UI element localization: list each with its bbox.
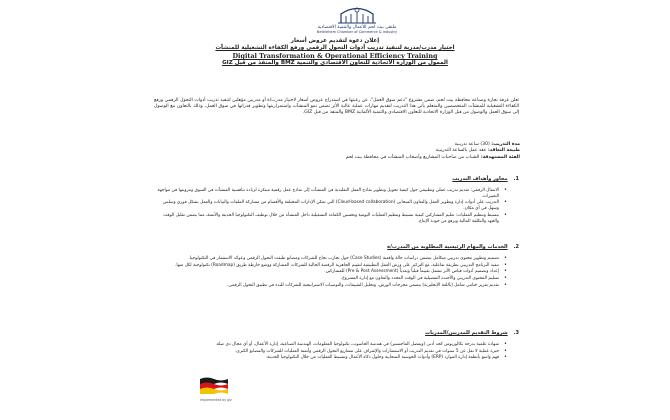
section-3-list	[154, 342, 509, 362]
intro-paragraph: تعلن غرفة تجارة وصناعة محافظة بيت لحم، ضمن مشروع "دعم سوق العمل"، عن رغبتها في استدراج عروض أسعار لاختيار مدرب/ة أو مدربين مؤهلين لتنفيذ تدريب أدوات التحول الرقمي ورفع الكفاءة التشغيلية للمنشآت المتخصصين والمتعلم بأني هذا التدريب لتقديم مهارات عملية عالية الأثر تضمن نمو المنشآت واستمراريتها وتطوير قدراتها في سوق العمل، وذلك بالتعاون مع الوصول إلى سوق العمل والوصول من قبل الوزارة الاتحادية للتعاون الاقتصادي والتنمية الألمانية BMZ والمنفذ من قبل GIZ.	[154, 98, 519, 116]
list-item: • تبسيط وتنظيم العمليات: تعليم المشاركين كيفية تبسيط وتنظيم العمليات اليومية وتحسين الكفاءة التشغيلية داخل المنشأة من خلال توظيف التكنولوجيا الحديثة والأتمتة، مما يضمن تقليل الوقت والجهد والتكلفة المالية ويرفع من جودة الإنتاج.	[154, 213, 499, 224]
title-trainer-selection: اختيار مدرب/مدربة لتنفيذ تدريب أدوات التحول الرقمي ورفع الكفاءة التشغيلية للمنشآت	[215, 45, 455, 51]
section-1-list	[154, 188, 509, 225]
list-item: • تقديم تقرير ختامي شامل (باللغة الإنجليزية) يتضمن مخرجات الورش، وتحليل التقييمات، والتوصيات الاستراتيجية للشركات للبدء في تطبيق التحول الرقمي.	[154, 283, 499, 289]
list-item: • شهادة علمية بدرجة بكالوريوس كحد أدنى (ويفضل الماجستير) في هندسة الحاسوب، تكنولوجيا المعلومات، الهندسة الصناعية، إدارة الأعمال، أو أي مجال ذي صلة.	[154, 342, 499, 348]
title-call-for-quotes: إعلان دعوة لتقديم عروض أسعار	[290, 38, 380, 44]
title-english: Digital Transformation & Operational Efficiency Training	[232, 52, 438, 60]
logo-english-name: Bethlehem Chamber of Commerce & Industry	[316, 30, 398, 34]
section-3-heading: 3.شروط التقديم للمدربين/المدربات	[425, 330, 519, 336]
giz-caption: Implemented by giz	[200, 398, 232, 402]
chamber-logo	[312, 5, 402, 34]
meta-duration: مدة التدريب: (30) ساعة تدريبية	[454, 142, 520, 147]
meta-target: الفئة المستهدفة: الشباب من صاحبات المشاريع وأصحاب المنشآت في محافظة بيت لحم	[345, 154, 520, 160]
section-2-list	[154, 256, 509, 290]
chamber-emblem-icon	[334, 5, 380, 25]
funder-logos	[200, 376, 242, 408]
training-meta	[320, 142, 520, 161]
section-2-heading: 2.الخدمات والمهام الرئيسية المطلوبة من المدرب/ة	[387, 244, 519, 250]
list-item: • الانتقال الرقمي: تقديم تدريب عملي وتطبيقي حول كيفية تحويل وتطوير نماذج العمل التقليدية في المنشآت إلى نماذج عمل رقمية مبتكرة لزيادة تنافسية المنشآت في السوق ومرونتها في مواجهة التغييرات.	[154, 188, 499, 199]
meta-contract: طبيعة التعاقد: عقد عمل بالساعة التدريبية	[435, 148, 520, 154]
list-item: • تصميم وتطوير محتوى تدريبي متكامل يتضمن دراسات حالة واقعية (Case Studies) حول تجارب نجاح للشركات ومصانع طبقت التحول الرقمي وعوائد الاستثمار في التكنولوجيا.	[154, 256, 499, 262]
list-item: • خبرة عملية لا تقل عن 5 سنوات في تقديم التدريب أو الاستشارات والإشراف على مشاريع التحول الرقمي وأتمتة العمليات للشركات والمصانع الكبرى.	[154, 349, 499, 355]
list-item: • التدريب على أدوات إدارة وتطوير العمل والتعاون السحابي (Cloud-based collaboration) التي تمكن الإدارات المختلفة والأقسام من مشاركة الملفات والبيانات والعمل بشكل فوري وسلس وسهل في أي مكان.	[154, 200, 499, 211]
list-item: • فهم واسع بأنظمة إدارة الموارد (ERP) وأدوات الحوسبة السحابية وحلول ذكاء الأعمال وتبسيط العمليات من خلال التكنولوجيا الحديثة.	[154, 355, 499, 361]
german-flag-icon	[200, 376, 228, 394]
logo-arabic-name: ملتقى بيت لحم للأعمال والتنمية الاقتصادية	[317, 25, 397, 30]
title-funding: الممول من الوزارة الاتحادية للتعاون الاقتصادي والتنمية BMZ والمنفذ من قبل GIZ	[222, 60, 448, 66]
section-1-heading: 1.محاور وأهداف التدريب	[452, 176, 519, 182]
announcement-titles	[190, 38, 480, 67]
list-item: • إعداد وتصميم أدوات قياس الأثر تشمل تقييماً قبلياً وبعدياً (Pre & Post Assessment) للمشاركين.	[154, 269, 499, 275]
list-item: • تسليم المحتوى التدريبي والأجندة التفصيلية في الوقت المحدد والتعاون مع إدارة المشروع.	[154, 276, 499, 282]
list-item: • تنفيذ البرنامج التدريبي بطريقة تفاعلية، مع التركيز على ورش العمل التطبيقية لتقييم الجاهزية الرقمية الحالية للشركات المشاركة ووضع خارطة طريق (Roadmap) تكنولوجية لكل منها.	[154, 263, 499, 269]
